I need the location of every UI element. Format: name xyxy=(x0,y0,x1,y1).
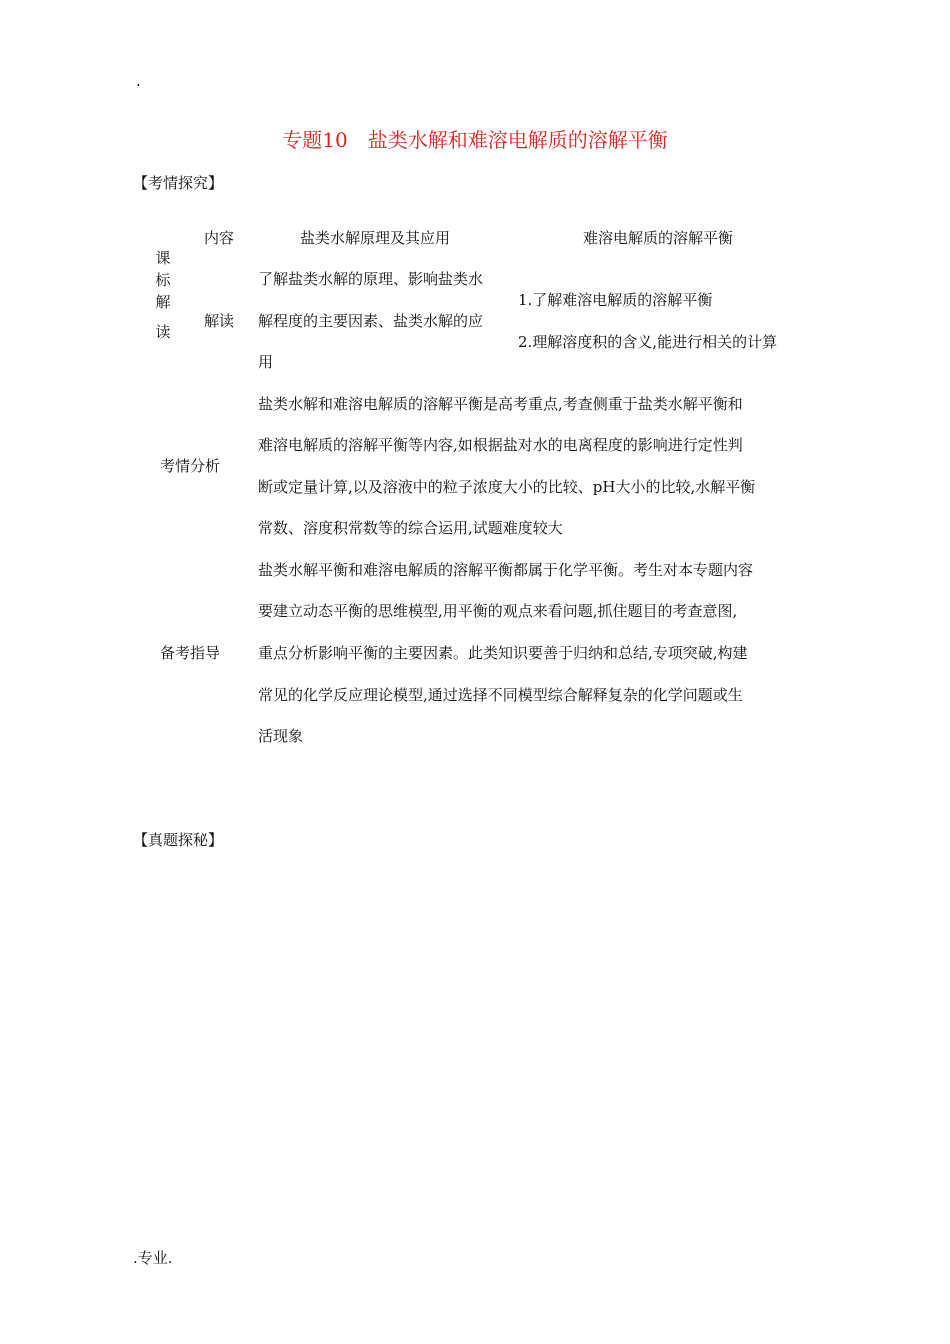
hydrolysis-line: 用 xyxy=(258,353,274,371)
analysis-line: 常数、溶度积常数等的综合运用,试题难度较大 xyxy=(258,519,563,537)
guide-line: 重点分析影响平衡的主要因素。此类知识要善于归纳和总结,专项突破,构建 xyxy=(258,644,748,662)
hydrolysis-line: 解程度的主要因素、盐类水解的应 xyxy=(258,312,484,330)
header-mark: . xyxy=(136,72,141,90)
analysis-line: 难溶电解质的溶解平衡等内容,如根据盐对水的电离程度的影响进行定性判 xyxy=(258,436,743,454)
guide-line: 要建立动态平衡的思维模型,用平衡的观点来看问题,抓住题目的考查意图, xyxy=(258,602,738,620)
guide-line: 常见的化学反应理论模型,通过选择不同模型综合解释复杂的化学问题或生 xyxy=(258,686,743,704)
page-title: 专题10 盐类水解和难溶电解质的溶解平衡 xyxy=(282,128,668,152)
solubility-item: 2.理解溶度积的含义,能进行相关的计算 xyxy=(518,333,778,351)
analysis-line: 断或定量计算,以及溶液中的粒子浓度大小的比较、pH大小的比较,水解平衡 xyxy=(258,478,756,496)
header-solubility: 难溶电解质的溶解平衡 xyxy=(583,229,734,247)
footer-text: .专业. xyxy=(133,1249,173,1267)
row-group-char: 解 xyxy=(155,293,171,311)
analysis-line: 盐类水解和难溶电解质的溶解平衡是高考重点,考查侧重于盐类水解平衡和 xyxy=(258,395,743,413)
hydrolysis-line: 了解盐类水解的原理、影响盐类水 xyxy=(258,270,484,288)
section-heading-real-questions: 【真题探秘】 xyxy=(133,831,224,849)
solubility-item: 1.了解难溶电解质的溶解平衡 xyxy=(518,291,713,309)
section-heading-exam-analysis: 【考情探究】 xyxy=(133,174,224,192)
row-group-char: 读 xyxy=(155,323,171,341)
row-label-analysis: 考情分析 xyxy=(160,457,221,475)
guide-line: 盐类水解平衡和难溶电解质的溶解平衡都属于化学平衡。考生对本专题内容 xyxy=(258,561,754,579)
row-group-char: 标 xyxy=(155,271,171,289)
header-content: 内容 xyxy=(204,229,235,247)
row-group-char: 课 xyxy=(155,249,171,267)
guide-line: 活现象 xyxy=(258,727,304,745)
row-label-interpret: 解读 xyxy=(204,312,235,330)
header-hydrolysis: 盐类水解原理及其应用 xyxy=(300,229,451,247)
row-label-guide: 备考指导 xyxy=(160,644,221,662)
